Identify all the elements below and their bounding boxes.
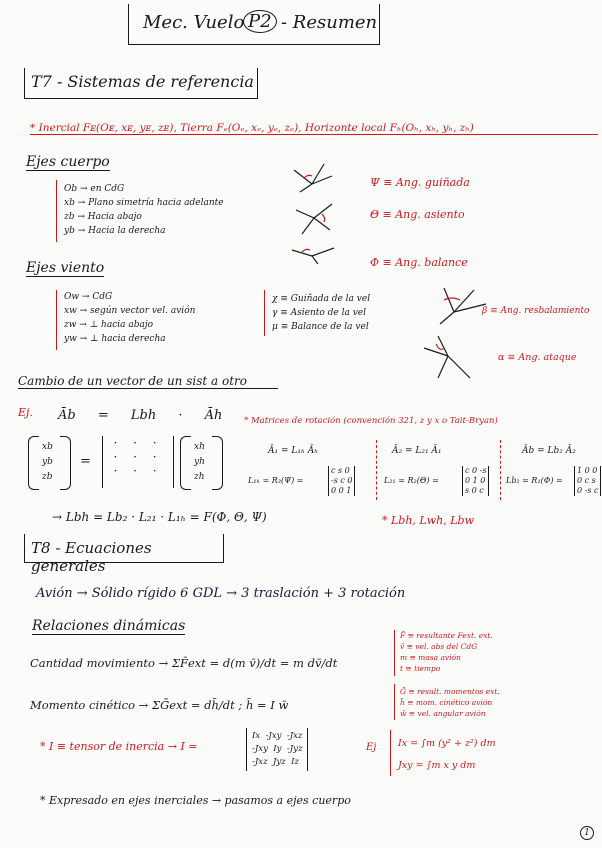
avion-line: Avión → Sólido rígido 6 GDL → 3 traslación + 3 rotación <box>36 586 406 601</box>
ejes-viento-title: Ejes viento <box>26 260 105 276</box>
angle-alpha: α ≡ Ang. ataque <box>498 352 577 363</box>
list-item: xw → según vector vel. avión <box>64 306 196 316</box>
rot-mat-1: c s 0 -s c 0 0 0 1 <box>328 466 355 496</box>
list-item: F̄ ≡ resultante Fext. ext. <box>400 631 493 640</box>
expresado-line: * Expresado en ejes inerciales → pasamos a ejes cuerpo <box>40 794 351 807</box>
t7-heading: T7 - Sistemas de referencia <box>31 72 254 91</box>
momento-notes <box>400 686 500 719</box>
ejes-cuerpo-title: Ejes cuerpo <box>26 154 110 170</box>
list-item: γ ≡ Asiento de la vel <box>272 308 366 318</box>
page-number: 1 <box>580 826 594 840</box>
list-item: m ≡ masa avión <box>400 653 461 662</box>
rot-eq-1: Ā₁ = L₁ₕ Āₕ <box>268 446 319 456</box>
ejes-cuerpo-list <box>64 182 224 238</box>
angle-phi: Φ ≡ Ang. balance <box>370 256 468 269</box>
title-left: Mec. Vuelo <box>143 12 245 33</box>
cantidad-notes <box>400 630 493 674</box>
title-box <box>128 4 380 45</box>
list-item: t ≡ tiempo <box>400 664 441 673</box>
list-item: yw → ⊥ hacia derecha <box>64 334 166 344</box>
inercia-ej-label: Ej <box>366 742 377 753</box>
angle-beta: β ≡ Ang. resbalamiento <box>482 306 590 316</box>
wind-axes-sketch <box>414 282 490 386</box>
list-item: zb → Hacia abajo <box>64 212 142 222</box>
wind-angles <box>272 292 370 334</box>
inercia-label: * I ≡ tensor de inercia → I = <box>40 740 198 753</box>
title-circle: P2 <box>243 10 277 33</box>
ejes-viento-list <box>64 290 195 346</box>
list-item: Ḡ ≡ result. momentos ext. <box>400 687 500 696</box>
rot-def-3: Lb₂ = R₁(Φ) = <box>506 476 563 485</box>
rot-mat-3: 1 0 0 0 c s 0 -s c <box>574 466 601 496</box>
ej-label: Ej. <box>18 406 33 419</box>
t7-heading-box <box>24 68 258 99</box>
systems-line: * Inercial Fᴇ(Oᴇ, xᴇ, yᴇ, zᴇ), Tierra Fₑ(Oₑ, xₑ, yₑ, zₑ), Horizonte local Fₕ(Oₕ, xₕ, yₕ, zₕ) <box>30 122 598 135</box>
list-item: xb → Plano simetría hacia adelante <box>64 198 224 208</box>
rot-title: * Matrices de rotación (convención 321, z y x o Tait-Bryan) <box>244 416 498 426</box>
list-item: v̄ ≡ vel. abs del CdG <box>400 642 478 651</box>
cantidad-eq: Cantidad movimiento → ΣF̄ext = d(m v̄)/dt = m dv̄/dt <box>30 656 338 670</box>
list-item: w̄ ≡ vel. angular avión <box>400 709 486 718</box>
rot-eq-3: Āb = Lb₂ Ā₂ <box>522 446 576 456</box>
t8-heading-box <box>24 534 224 575</box>
vector-equation: xb yb zb = · · · · · · · · · xh yh zh <box>28 436 228 492</box>
inercia-matrix: Ix -Jxy -Jxz -Jxy Iy -Jyz -Jxz Jyz Iz <box>246 728 308 771</box>
cambio-title: Cambio de un vector de un sist a otro <box>18 374 278 389</box>
rot-mat-2: c 0 -s 0 1 0 s 0 c <box>462 466 489 496</box>
compose-note: * Lbh, Lwh, Lbw <box>382 514 474 527</box>
t8-heading: T8 - Ecuaciones generales <box>31 539 152 575</box>
list-item: h̄ ≡ mom. cinético avión <box>400 698 493 707</box>
inercia-jxy: Jxy = ∫m x y dm <box>398 760 476 771</box>
body-axes-sketch <box>282 156 352 266</box>
rel-title: Relaciones dinámicas <box>32 618 186 634</box>
list-item: Ow → CdG <box>64 292 113 302</box>
compose-eq: → Lbh = Lb₂ · L₂₁ · L₁ₕ = F(Φ, Θ, Ψ) <box>52 510 267 524</box>
list-item: yb → Hacia la derecha <box>64 226 166 236</box>
list-item: Ob → en CdG <box>64 184 125 194</box>
cambio-eq: Āb = Lbh · Āh <box>58 408 223 423</box>
rot-def-1: L₁ₕ = R₃(Ψ) = <box>248 476 304 485</box>
title-right: - Resumen <box>281 12 378 33</box>
rot-eq-2: Ā₂ = L₂₁ Ā₁ <box>392 446 442 456</box>
list-item: zw → ⊥ hacia abajo <box>64 320 154 330</box>
angle-theta: Θ ≡ Ang. asiento <box>370 208 465 221</box>
inercia-ix: Ix = ∫m (y² + z²) dm <box>398 738 496 749</box>
rot-def-2: L₂₁ = R₂(Θ) = <box>384 476 439 485</box>
angle-psi: Ψ ≡ Ang. guiñada <box>370 176 470 189</box>
list-item: χ ≡ Guiñada de la vel <box>272 294 371 304</box>
momento-eq: Momento cinético → ΣḠext = dh̄/dt ; h̄ = I w̄ <box>30 698 289 712</box>
list-item: μ ≡ Balance de la vel <box>272 322 369 332</box>
